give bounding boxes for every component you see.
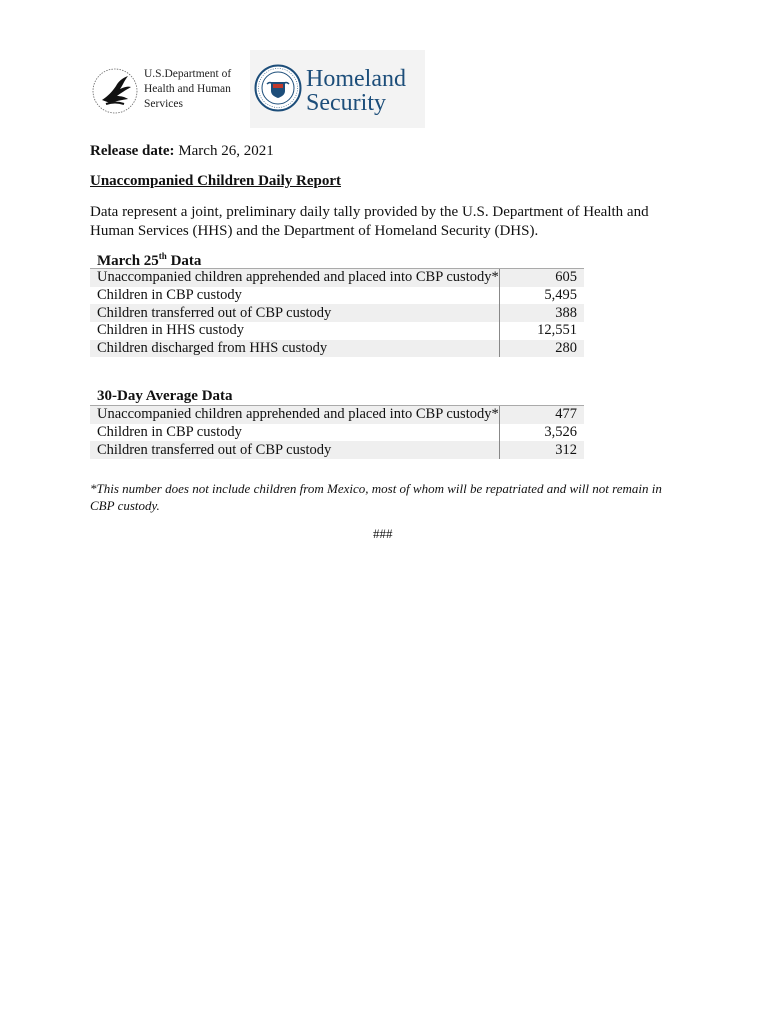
section-daily-title-prefix: March 25 xyxy=(97,253,159,269)
release-date-label: Release date: xyxy=(90,143,175,159)
hhs-eagle-seal-icon xyxy=(90,66,140,116)
row-value: 312 xyxy=(499,441,584,459)
hhs-wordmark xyxy=(144,67,254,112)
table-row xyxy=(90,304,584,322)
footnote: *This number does not include children from Mexico, most of whom will be repatriated and will not remain in CBP custody. xyxy=(90,481,662,513)
table-row xyxy=(90,269,584,287)
section-average-title: 30-Day Average Data xyxy=(97,388,233,404)
dhs-wordmark-line: Security xyxy=(306,90,386,116)
row-label: Children in HHS custody xyxy=(97,322,245,339)
table-row xyxy=(90,406,584,424)
table-row xyxy=(90,441,584,459)
section-daily-title-suffix: Data xyxy=(166,253,202,269)
row-label: Unaccompanied children apprehended and placed into CBP custody* xyxy=(90,269,499,287)
table-row xyxy=(90,340,584,358)
intro-paragraph: Data represent a joint, preliminary daily tally provided by the U.S. Department of Health and Human Services (HHS) and the Department of Homeland Security (DHS). xyxy=(90,204,649,239)
hhs-line: Health and Human xyxy=(144,83,231,95)
row-value: 605 xyxy=(499,269,584,287)
row-label: Unaccompanied children apprehended and placed into CBP custody* xyxy=(90,406,499,424)
row-label: Children transferred out of CBP custody xyxy=(90,441,499,459)
section-daily-title-sup: th xyxy=(158,251,167,261)
release-date xyxy=(90,143,274,160)
report-title: Unaccompanied Children Daily Report xyxy=(90,173,341,189)
daily-data-table xyxy=(90,268,584,357)
row-value: 388 xyxy=(499,304,584,322)
row-label: Children transferred out of CBP custody xyxy=(90,304,499,322)
row-value: 5,495 xyxy=(499,287,584,305)
end-mark: ### xyxy=(373,526,393,541)
hhs-line: Services xyxy=(144,98,183,110)
row-value: 3,526 xyxy=(499,424,584,442)
row-label: Children in CBP custody xyxy=(97,287,242,304)
hhs-line: U.S.Department of xyxy=(144,68,232,80)
average-data-table xyxy=(90,405,584,459)
table-row xyxy=(90,287,584,305)
row-value: 12,551 xyxy=(499,322,584,340)
hhs-logo xyxy=(90,62,250,118)
row-label: Children in CBP custody xyxy=(97,424,242,441)
release-date-value: March 26, 2021 xyxy=(178,143,274,159)
dhs-logo xyxy=(250,50,425,128)
dhs-wordmark-line: Homeland xyxy=(306,66,406,92)
table-row xyxy=(90,424,584,442)
row-value: 477 xyxy=(499,406,584,424)
row-label: Children discharged from HHS custody xyxy=(90,340,499,358)
dhs-seal-icon xyxy=(254,64,302,112)
row-value: 280 xyxy=(499,340,584,358)
table-row xyxy=(90,322,584,340)
